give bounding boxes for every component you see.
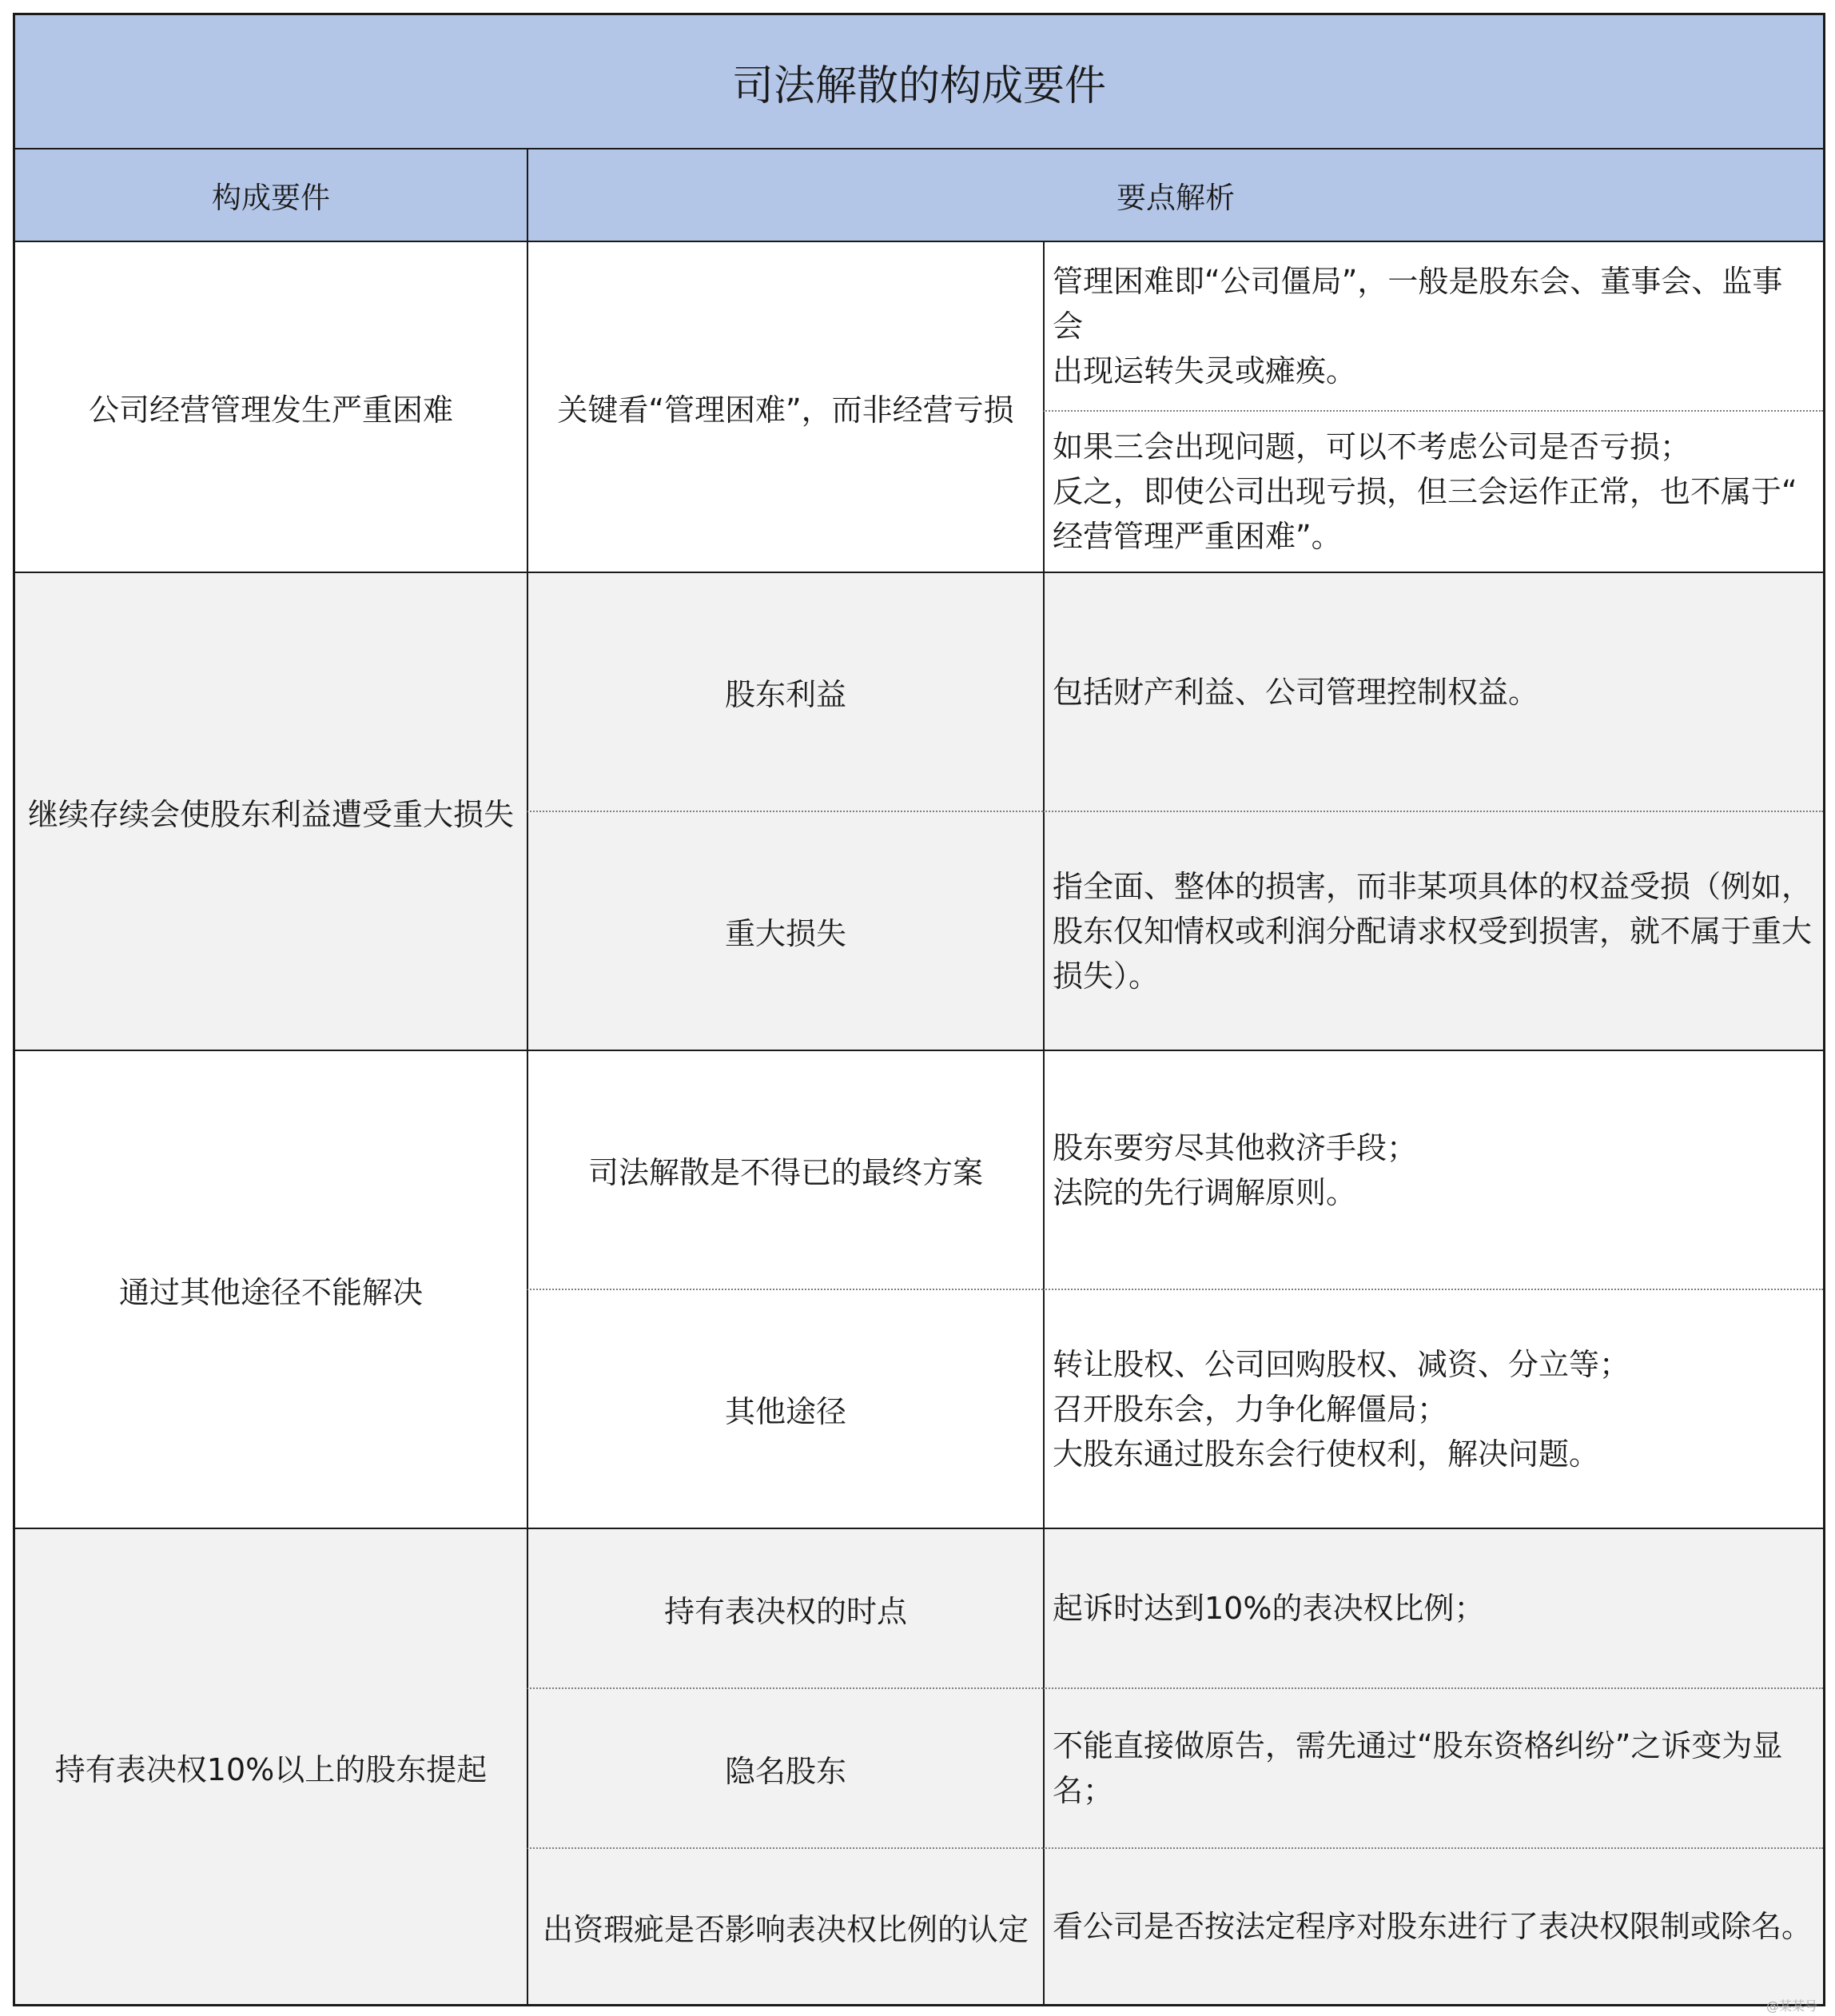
detail-cell bbox=[1043, 573, 1823, 812]
point-cell: 出资瑕疵是否影响表决权比例的认定 bbox=[527, 1849, 1043, 2004]
detail-line: 管理困难即“公司僵局”，一般是股东会、董事会、监事会 bbox=[1053, 264, 1783, 344]
point-cell: 关键看“管理困难”，而非经营亏损 bbox=[527, 242, 1043, 573]
detail-line: 经营管理严重困难”。 bbox=[1053, 519, 1342, 554]
detail-line: 股东要穷尽其他救济手段； bbox=[1053, 1130, 1418, 1165]
detail-cell bbox=[1043, 1051, 1823, 1290]
detail-line: 反之，即使公司出现亏损，但三会运作正常，也不属于“ bbox=[1053, 474, 1797, 509]
requirement-cell: 通过其他途径不能解决 bbox=[15, 1051, 527, 1529]
point-cell: 其他途径 bbox=[527, 1290, 1043, 1529]
detail-line: 法院的先行调解原则。 bbox=[1053, 1174, 1357, 1210]
detail-line: 损失）。 bbox=[1053, 958, 1160, 994]
detail-cell bbox=[1043, 1290, 1823, 1529]
detail-line: 看公司是否按法定程序对股东进行了表决权限制或除名。 bbox=[1053, 1909, 1813, 1944]
detail-line: 召开股东会，力争化解僵局； bbox=[1053, 1391, 1448, 1427]
detail-cell bbox=[1043, 412, 1823, 573]
requirements-table bbox=[13, 13, 1825, 2006]
detail-line: 股东仅知情权或利润分配请求权受到损害，就不属于重大 bbox=[1053, 913, 1813, 949]
detail-line: 不能直接做原告，需先通过“股东资格纠纷”之诉变为显 bbox=[1053, 1728, 1783, 1763]
detail-line: 转让股权、公司回购股权、减资、分立等； bbox=[1053, 1346, 1630, 1382]
detail-cell bbox=[1043, 242, 1823, 412]
point-cell: 司法解散是不得已的最终方案 bbox=[527, 1051, 1043, 1290]
detail-cell bbox=[1043, 1689, 1823, 1849]
detail-cell bbox=[1043, 1849, 1823, 2004]
detail-line: 名； bbox=[1053, 1773, 1114, 1808]
requirement-cell: 继续存续会使股东利益遭受重大损失 bbox=[15, 573, 527, 1051]
detail-line: 包括财产利益、公司管理控制权益。 bbox=[1053, 674, 1539, 710]
detail-line: 如果三会出现问题，可以不考虑公司是否亏损； bbox=[1053, 429, 1691, 464]
point-cell: 隐名股东 bbox=[527, 1689, 1043, 1849]
point-cell: 重大损失 bbox=[527, 812, 1043, 1051]
detail-cell bbox=[1043, 812, 1823, 1051]
detail-line: 起诉时达到10%的表决权比例； bbox=[1053, 1591, 1485, 1626]
detail-cell bbox=[1043, 1529, 1823, 1689]
requirement-cell: 持有表决权10%以上的股东提起 bbox=[15, 1529, 527, 2004]
requirement-cell: 公司经营管理发生严重困难 bbox=[15, 242, 527, 573]
header-requirement: 构成要件 bbox=[15, 149, 527, 242]
detail-line: 指全面、整体的损害，而非某项具体的权益受损（例如， bbox=[1053, 868, 1813, 904]
point-cell: 持有表决权的时点 bbox=[527, 1529, 1043, 1689]
detail-line: 出现运转失灵或瘫痪。 bbox=[1053, 353, 1357, 388]
table-title: 司法解散的构成要件 bbox=[15, 15, 1823, 149]
point-cell: 股东利益 bbox=[527, 573, 1043, 812]
detail-line: 大股东通过股东会行使权利，解决问题。 bbox=[1053, 1436, 1600, 1472]
header-analysis: 要点解析 bbox=[527, 149, 1823, 242]
watermark: @某某号 bbox=[1765, 1998, 1817, 2014]
